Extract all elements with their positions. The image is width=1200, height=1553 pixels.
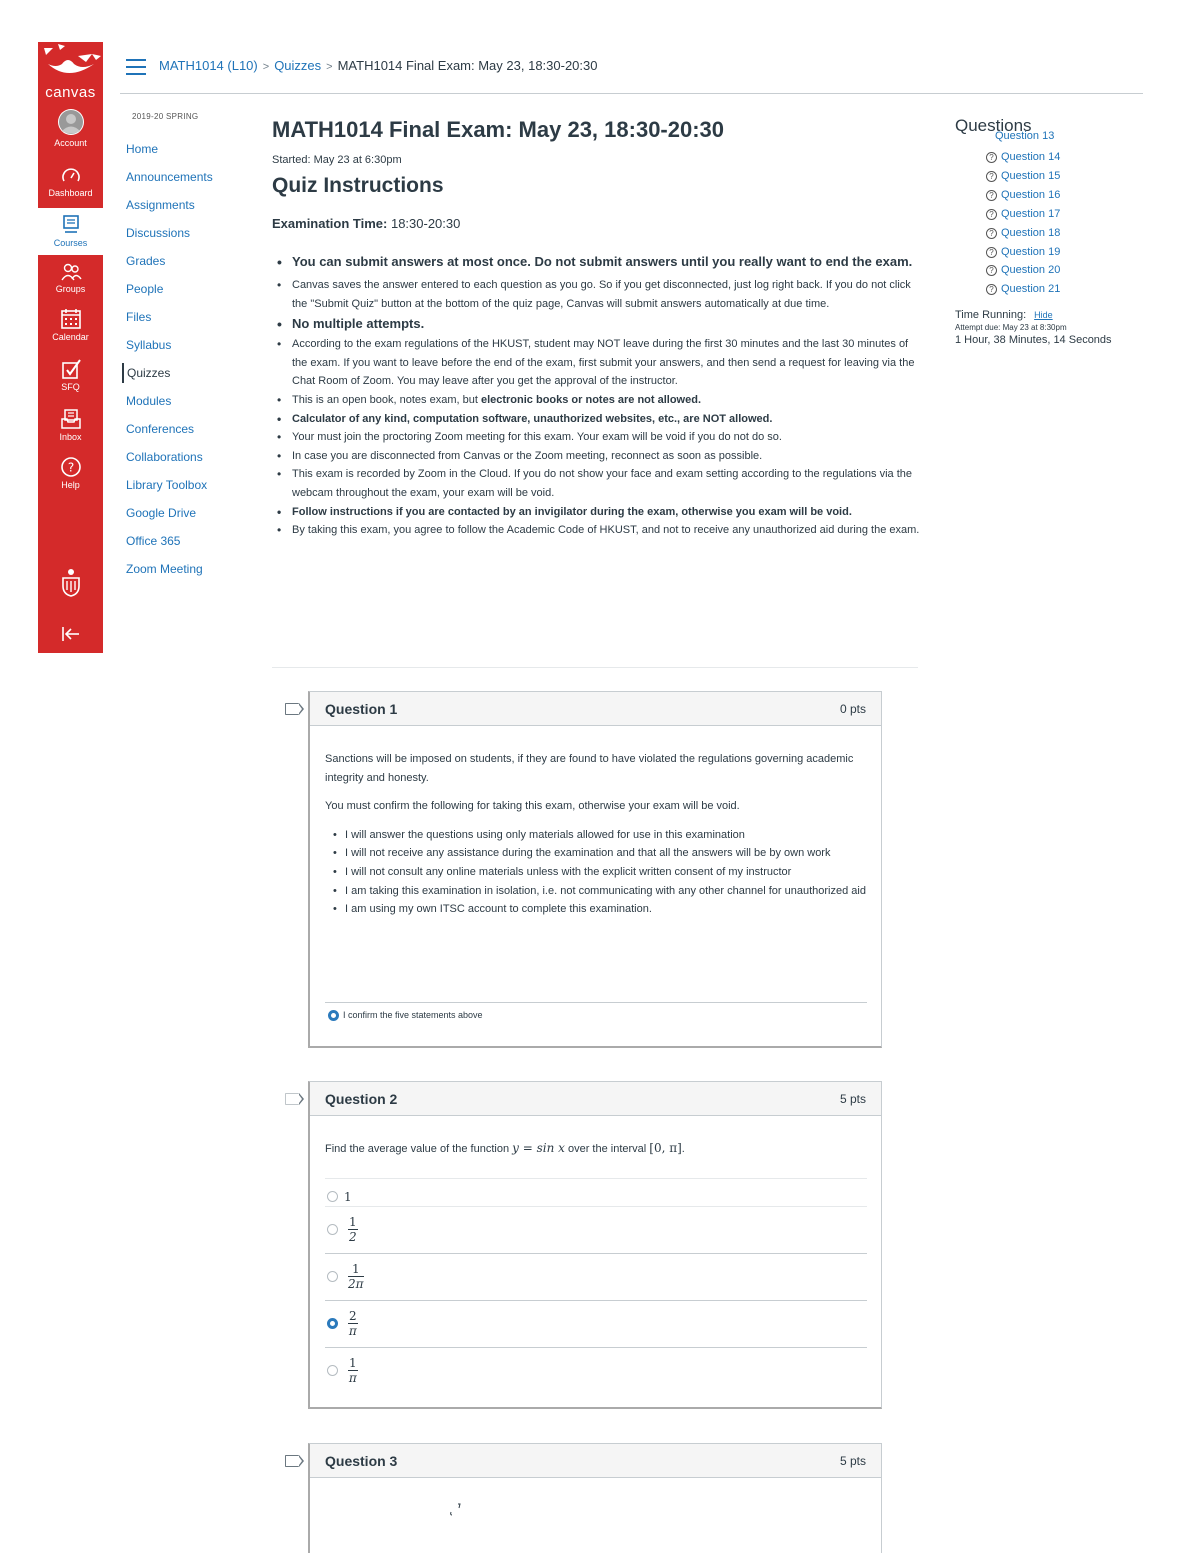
course-nav-office-365[interactable]: Office 365 xyxy=(126,534,181,548)
question-points: 0 pts xyxy=(839,702,866,716)
help-icon xyxy=(60,456,82,478)
nav-help[interactable] xyxy=(38,456,103,491)
rule-item: • This exam is recorded by Zoom in the Cloud. If you do not show your face and exam setting according to the regulations via the webcam throughout the exam, your exam will be void. xyxy=(290,465,920,502)
unanswered-icon: ? xyxy=(986,152,997,163)
rule-item xyxy=(290,391,920,410)
question-title: Question 3 xyxy=(325,1453,398,1469)
svg-text:?: ? xyxy=(67,460,74,475)
inbox-icon xyxy=(60,408,82,430)
breadcrumb-separator: > xyxy=(262,61,270,73)
statement-item: • I am taking this examination in isolation, i.e. not communicating with any other channel for unauthorized aid xyxy=(345,882,866,901)
sidebar-question-label: Question 21 xyxy=(1001,283,1061,296)
answer-choice xyxy=(327,1309,358,1338)
question-prompt: You must confirm the following for taking this exam, otherwise your exam will be void. xyxy=(325,800,740,813)
fraction-numerator: 1 xyxy=(349,1215,357,1229)
quiz-instructions-heading: Quiz Instructions xyxy=(272,174,444,197)
flag-question-icon[interactable] xyxy=(285,1455,299,1467)
exam-time-label: Examination Time: xyxy=(272,216,388,231)
answer-radio[interactable] xyxy=(327,1191,338,1202)
question-text: over the interval xyxy=(564,1143,650,1155)
hkust-crest-icon xyxy=(60,568,82,598)
sidebar-question-label: Question 18 xyxy=(1001,226,1061,239)
course-nav-assignments[interactable]: Assignments xyxy=(126,198,195,212)
question-header xyxy=(310,1082,881,1116)
time-running xyxy=(955,309,1155,321)
statement-item: • I will not consult any online materials unless with the explicit written consent of my instructor xyxy=(345,863,866,882)
course-nav-discussions[interactable]: Discussions xyxy=(126,226,191,240)
rule-item: • You can submit answers at most once. Do not submit answers until you really want to end the exam. xyxy=(290,248,920,276)
question-header xyxy=(310,692,881,726)
nav-courses[interactable] xyxy=(38,208,103,255)
canvas-wordmark: canvas xyxy=(45,84,96,101)
global-nav xyxy=(38,42,103,653)
nav-help-label: Help xyxy=(61,480,80,490)
collapse-icon xyxy=(60,624,82,644)
sidebar-question-link[interactable] xyxy=(986,167,1060,186)
rule-item: • Canvas saves the answer entered to each question as you go. So if you get disconnected, just log right back. If you do not click the "Submit Quiz" button at the bottom of the quiz page, Canvas will submit answers automatically at due time. xyxy=(290,276,920,313)
answer-choice xyxy=(327,1215,358,1244)
canvas-logo[interactable] xyxy=(38,42,103,104)
nav-sfq-label: SFQ xyxy=(61,382,80,392)
course-nav-google-drive[interactable]: Google Drive xyxy=(126,506,197,520)
sidebar-question-link[interactable] xyxy=(986,261,1060,280)
nav-groups-label: Groups xyxy=(55,284,86,294)
course-nav-collaborations[interactable]: Collaborations xyxy=(126,450,203,464)
answer-radio[interactable] xyxy=(327,1271,338,1282)
question-intro: Sanctions will be imposed on students, if they are found to have violated the regulations governing academic integrity and honesty. xyxy=(325,753,854,784)
course-nav xyxy=(122,112,252,576)
rule-item: • No multiple attempts. xyxy=(290,313,920,335)
question-title: Question 1 xyxy=(325,701,398,717)
course-nav-home[interactable]: Home xyxy=(126,142,159,156)
hamburger-line xyxy=(126,66,146,68)
collapse-nav-button[interactable] xyxy=(38,624,103,646)
sidebar-question-link[interactable] xyxy=(986,205,1060,224)
fraction-denominator: π xyxy=(348,1324,357,1338)
answer-fraction xyxy=(348,1215,358,1244)
confirm-answer[interactable] xyxy=(328,1010,483,1021)
rule-text-bold: electronic books or notes are not allowed. xyxy=(480,393,702,406)
answer-choice xyxy=(327,1356,358,1385)
rule-item: • Your must join the proctoring Zoom meeting for this exam. Your exam will be void if you do not do so. xyxy=(290,428,920,447)
unanswered-icon: ? xyxy=(986,265,997,276)
fraction-numerator: 1 xyxy=(348,1262,364,1277)
answer-radio[interactable] xyxy=(327,1224,338,1235)
hide-timer-link[interactable]: Hide xyxy=(1034,310,1053,320)
sidebar-question-link[interactable] xyxy=(986,280,1060,299)
course-nav-quizzes[interactable]: Quizzes xyxy=(122,363,170,383)
course-nav-conferences[interactable]: Conferences xyxy=(126,422,195,436)
sidebar-question-partial[interactable] xyxy=(995,130,1080,144)
exam-time xyxy=(272,216,460,231)
sidebar-question-label: Question 16 xyxy=(1001,188,1061,201)
sidebar-question-label: Question 19 xyxy=(1001,245,1061,258)
course-nav-zoom-meeting[interactable]: Zoom Meeting xyxy=(126,562,203,576)
confirm-radio[interactable] xyxy=(328,1010,339,1021)
course-nav-grades[interactable]: Grades xyxy=(126,254,166,268)
sidebar-question-list xyxy=(986,148,1060,299)
groups-icon xyxy=(60,262,82,282)
answer-choice xyxy=(327,1262,364,1291)
content-divider xyxy=(272,667,918,668)
statement-item: • I will not receive any assistance during the examination and that all the answers will be by own work xyxy=(345,844,866,863)
flag-question-icon[interactable] xyxy=(285,703,299,715)
question-sidebar xyxy=(955,116,1155,346)
account-icon xyxy=(57,108,85,136)
course-nav-people[interactable]: People xyxy=(126,282,164,296)
unanswered-icon: ? xyxy=(986,228,997,239)
rule-item: • By taking this exam, you agree to follow the Academic Code of HKUST, and not to receive any unauthorized aid during the exam. xyxy=(290,521,920,540)
answer-option[interactable] xyxy=(325,1300,867,1347)
breadcrumb-current: MATH1014 Final Exam: May 23, 18:30-20:30 xyxy=(337,58,598,73)
course-nav-syllabus[interactable]: Syllabus xyxy=(126,338,172,352)
unanswered-icon: ? xyxy=(986,247,997,258)
answer-option[interactable] xyxy=(325,1253,867,1300)
integral-symbol-icon xyxy=(446,1502,466,1516)
flag-question-icon[interactable] xyxy=(285,1093,299,1105)
page-title: MATH1014 Final Exam: May 23, 18:30-20:30 xyxy=(272,117,725,142)
breadcrumb-quizzes[interactable]: Quizzes xyxy=(274,58,322,73)
answer-radio-selected[interactable] xyxy=(327,1318,338,1329)
nav-dashboard[interactable] xyxy=(38,166,103,199)
answer-option[interactable] xyxy=(325,1206,867,1253)
dashboard-icon xyxy=(61,166,81,186)
nav-inbox[interactable] xyxy=(38,408,103,443)
unanswered-icon: ? xyxy=(986,209,997,220)
answer-fraction xyxy=(348,1309,358,1338)
sidebar-question-label: Question 13 xyxy=(995,130,1055,142)
question-points: 5 pts xyxy=(839,1454,866,1468)
hamburger-line xyxy=(126,73,146,75)
unanswered-icon: ? xyxy=(986,190,997,201)
question-points: 5 pts xyxy=(839,1092,866,1106)
quiz-rules-list xyxy=(290,248,920,540)
fraction-denominator: 2π xyxy=(348,1277,364,1291)
nav-courses-label: Courses xyxy=(53,238,88,248)
course-nav-modules[interactable]: Modules xyxy=(126,394,172,408)
header-divider xyxy=(120,93,1143,94)
question-text: Find the average value of the function xyxy=(325,1143,513,1155)
question-body xyxy=(310,726,881,919)
question-2 xyxy=(308,1081,882,1409)
sidebar-question-label: Question 14 xyxy=(1001,151,1061,163)
rule-item: • Calculator of any kind, computation software, unauthorized websites, etc., are NOT allowed. xyxy=(290,410,920,429)
question-3 xyxy=(308,1443,882,1553)
unanswered-icon: ? xyxy=(986,171,997,182)
sidebar-question-link[interactable] xyxy=(986,148,1060,167)
statement-item: • I am using my own ITSC account to complete this examination. xyxy=(345,900,866,919)
fraction-numerator: 2 xyxy=(349,1309,357,1323)
nav-lock[interactable] xyxy=(38,568,103,600)
course-nav-files[interactable]: Files xyxy=(126,310,152,324)
nav-account[interactable] xyxy=(38,108,103,149)
statement-item: • I will answer the questions using only materials allowed for use in this examination xyxy=(345,826,866,845)
time-elapsed: 1 Hour, 38 Minutes, 14 Seconds xyxy=(955,334,1112,346)
sidebar-question-link[interactable] xyxy=(986,186,1060,205)
question-interval: [0, π] xyxy=(649,1141,682,1155)
breadcrumb xyxy=(159,58,597,73)
nav-groups[interactable] xyxy=(38,262,103,295)
question-title: Question 2 xyxy=(325,1091,398,1107)
course-menu-toggle[interactable] xyxy=(126,59,146,75)
hamburger-line xyxy=(126,59,146,61)
answer-fraction xyxy=(348,1262,364,1291)
confirm-label: I confirm the five statements above xyxy=(343,1010,483,1020)
sidebar-question-label: Question 20 xyxy=(1001,264,1061,277)
attempt-due: Attempt due: May 23 at 8:30pm xyxy=(955,323,1067,332)
statement-list xyxy=(345,826,866,919)
time-running-label: Time Running: xyxy=(955,309,1027,321)
answer-choice xyxy=(327,1188,352,1206)
rule-text: This is an open book, notes exam, but xyxy=(292,393,481,406)
course-term: 2019-20 SPRING xyxy=(132,112,199,121)
canvas-logo-icon xyxy=(38,42,103,84)
sidebar-question-link[interactable] xyxy=(986,243,1060,262)
exam-time-value: 18:30-20:30 xyxy=(390,216,461,231)
time-block xyxy=(955,309,1155,346)
fraction-denominator: π xyxy=(348,1371,357,1385)
rule-item: • Follow instructions if you are contacted by an invigilator during the exam, otherwise you exam will be void. xyxy=(290,503,920,522)
answer-fraction xyxy=(348,1356,358,1385)
question-function: y = sin x xyxy=(512,1141,565,1155)
question-1 xyxy=(308,691,882,1048)
fraction-denominator: 2 xyxy=(349,1230,357,1244)
answer-radio[interactable] xyxy=(327,1365,338,1376)
answer-divider xyxy=(325,1002,867,1003)
nav-account-label: Account xyxy=(54,138,87,148)
sidebar-question-label: Question 15 xyxy=(1001,169,1061,182)
nav-inbox-label: Inbox xyxy=(59,432,82,442)
answer-value: 1 xyxy=(344,1190,352,1204)
breadcrumb-course[interactable]: MATH1014 (L10) xyxy=(159,58,258,73)
nav-calendar-label: Calendar xyxy=(52,332,89,342)
question-body xyxy=(310,1116,881,1159)
rule-item: • According to the exam regulations of the HKUST, student may NOT leave during the first 30 minutes and the last 30 minutes of the exam. If you want to leave before the end of the exam, first submit your answers, and then send a request for leaving via the Chat Room of Zoom. You may leave after you get the approval of the instructor. xyxy=(290,335,920,391)
sidebar-question-label: Question 17 xyxy=(1001,207,1061,220)
sfq-icon xyxy=(60,358,82,380)
breadcrumb-separator: > xyxy=(326,61,333,73)
sidebar-questions-title: Questions xyxy=(955,116,1032,135)
nav-dashboard-label: Dashboard xyxy=(48,188,93,198)
sidebar-question-link[interactable] xyxy=(986,224,1060,243)
nav-sfq[interactable] xyxy=(38,358,103,393)
course-nav-library-toolbox[interactable]: Library Toolbox xyxy=(126,478,208,492)
rule-item: • In case you are disconnected from Canvas or the Zoom meeting, reconnect as soon as possible. xyxy=(290,447,920,466)
quiz-started-time: Started: May 23 at 6:30pm xyxy=(272,154,402,166)
fraction-numerator: 1 xyxy=(349,1356,357,1370)
answer-option[interactable] xyxy=(325,1347,867,1394)
courses-icon xyxy=(61,214,81,236)
question-text: . xyxy=(681,1143,685,1155)
calendar-icon xyxy=(60,308,82,330)
course-nav-announcements[interactable]: Announcements xyxy=(126,170,213,184)
unanswered-icon: ? xyxy=(986,284,997,295)
nav-calendar[interactable] xyxy=(38,308,103,343)
question-header xyxy=(310,1444,881,1478)
